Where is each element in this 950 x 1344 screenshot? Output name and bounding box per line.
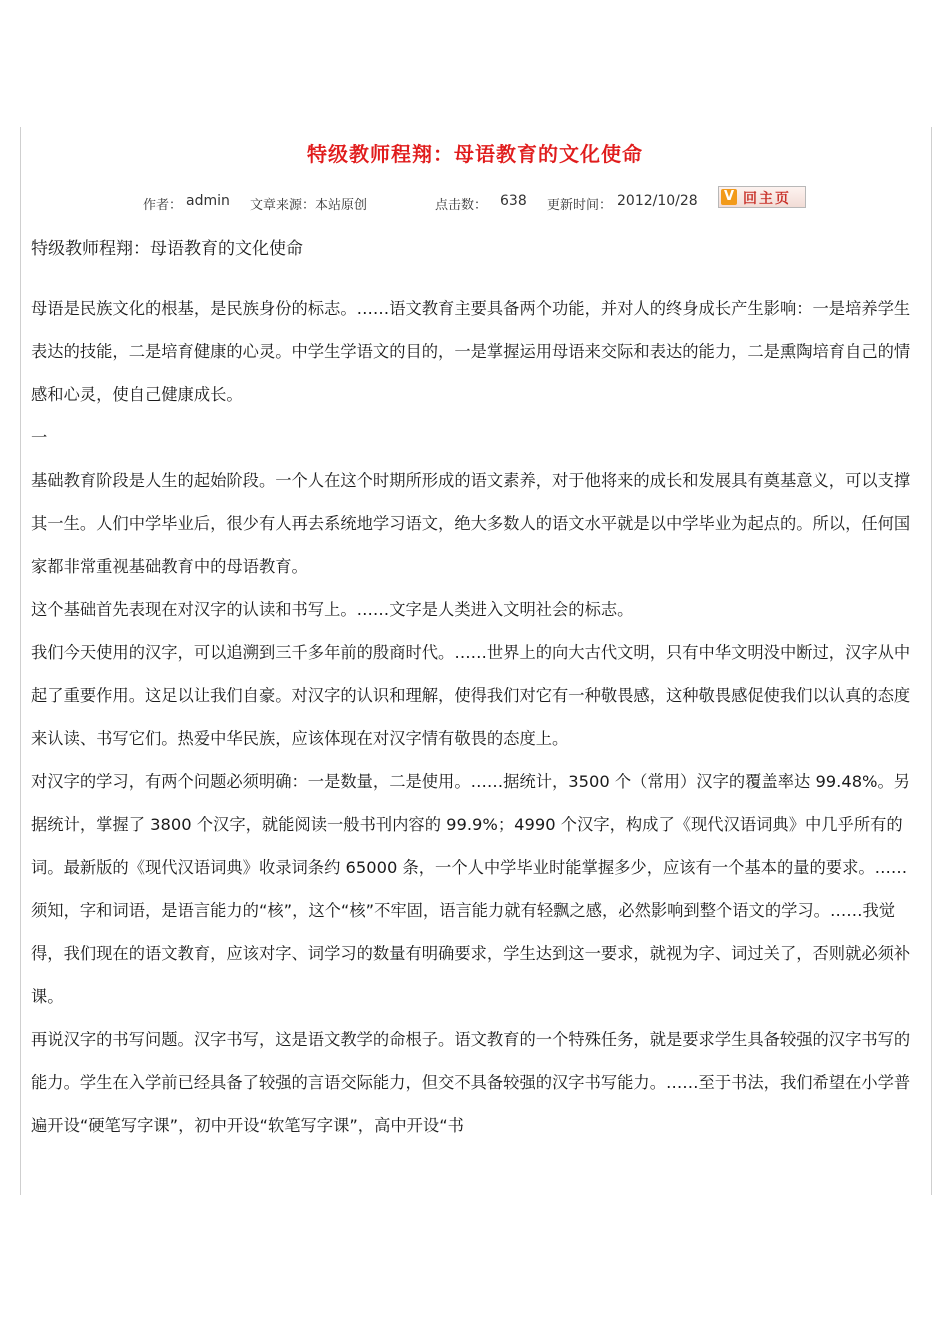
source-label: 文章来源： (250, 198, 316, 213)
home-button[interactable] (718, 186, 806, 208)
clicks-label: 点击数： (435, 198, 488, 213)
home-button-label: 回主页 (743, 191, 791, 207)
paragraph: 再说汉字的书写问题。汉字书写，这是语文教学的命根子。语文教育的一个特殊任务，就是要求学生具备较强的汉字书写的能力。学生在入学前已经具备了较强的言语交际能力，但交不具备较强的汉字书写能力。……至于书法，我们希望在小学普遍开设“硬笔写字课”，初中开设“软笔写字课”，高中开设“书 (31, 1030, 911, 1135)
source-value: 本站原创 (315, 198, 368, 213)
updated-date: 2012/10/28 (617, 193, 698, 209)
paragraph: 这个基础首先表现在对汉字的认读和书写上。……文字是人类进入文明社会的标志。 (31, 600, 634, 619)
author-name: admin (186, 193, 230, 209)
clicks-count: 638 (500, 193, 527, 209)
v-badge-icon: V (721, 189, 737, 205)
article-body (31, 236, 913, 1147)
author-label: 作者： (143, 198, 183, 213)
article-meta (0, 186, 950, 216)
paragraph: 基础教育阶段是人生的起始阶段。一个人在这个时期所形成的语文素养，对于他将来的成长和发展具有奠基意义，可以支撑其一生。人们中学毕业后，很少有人再去系统地学习语文，绝大多数人的语文水平就是以中学毕业为起点的。所以，任何国家都非常重视基础教育中的母语教育。 (31, 471, 911, 576)
paragraph: 对汉字的学习，有两个问题必须明确：一是数量，二是使用。……据统计，3500 个（常用）汉字的覆盖率达 99.48%。另据统计，掌握了 3800 个汉字，就能阅读一般书刊内容的 99.9%；4990 个汉字，构成了《现代汉语词典》中几乎所有的词。最新版的《现代汉语词典》收录词条约 65000 条，一个人中学毕业时能掌握多少，应该有一个基本的量的要求。……须知，字和词语，是语言能力的“核”，这个“核”不牢固，语言能力就有轻飘之感，必然影响到整个语文的学习。……我觉得，我们现在的语文教育，应该对字、词学习的数量有明确要求，学生达到这一要求，就视为字、词过关了，否则就必须补课。 (31, 772, 911, 1006)
article-subtitle: 特级教师程翔：母语教育的文化使命 (31, 239, 303, 259)
paragraph: 母语是民族文化的根基，是民族身份的标志。……语文教育主要具备两个功能，并对人的终身成长产生影响：一是培养学生表达的技能，二是培育健康的心灵。中学生学语文的目的，一是掌握运用母语来交际和表达的能力，二是熏陶培育自己的情感和心灵，使自己健康成长。 (31, 299, 911, 404)
article-title: 特级教师程翔：母语教育的文化使命 (307, 142, 643, 166)
paragraph: 我们今天使用的汉字，可以追溯到三千多年前的殷商时代。……世界上的向大古代文明，只有中华文明没中断过，汉字从中起了重要作用。这足以让我们自豪。对汉字的认识和理解，使得我们对它有一种敬畏感，这种敬畏感促使我们以认真的态度来认读、书写它们。热爱中华民族，应该体现在对汉字情有敬畏的态度上。 (31, 643, 911, 748)
updated-label: 更新时间： (547, 198, 613, 213)
section-number: 一 (31, 428, 48, 447)
